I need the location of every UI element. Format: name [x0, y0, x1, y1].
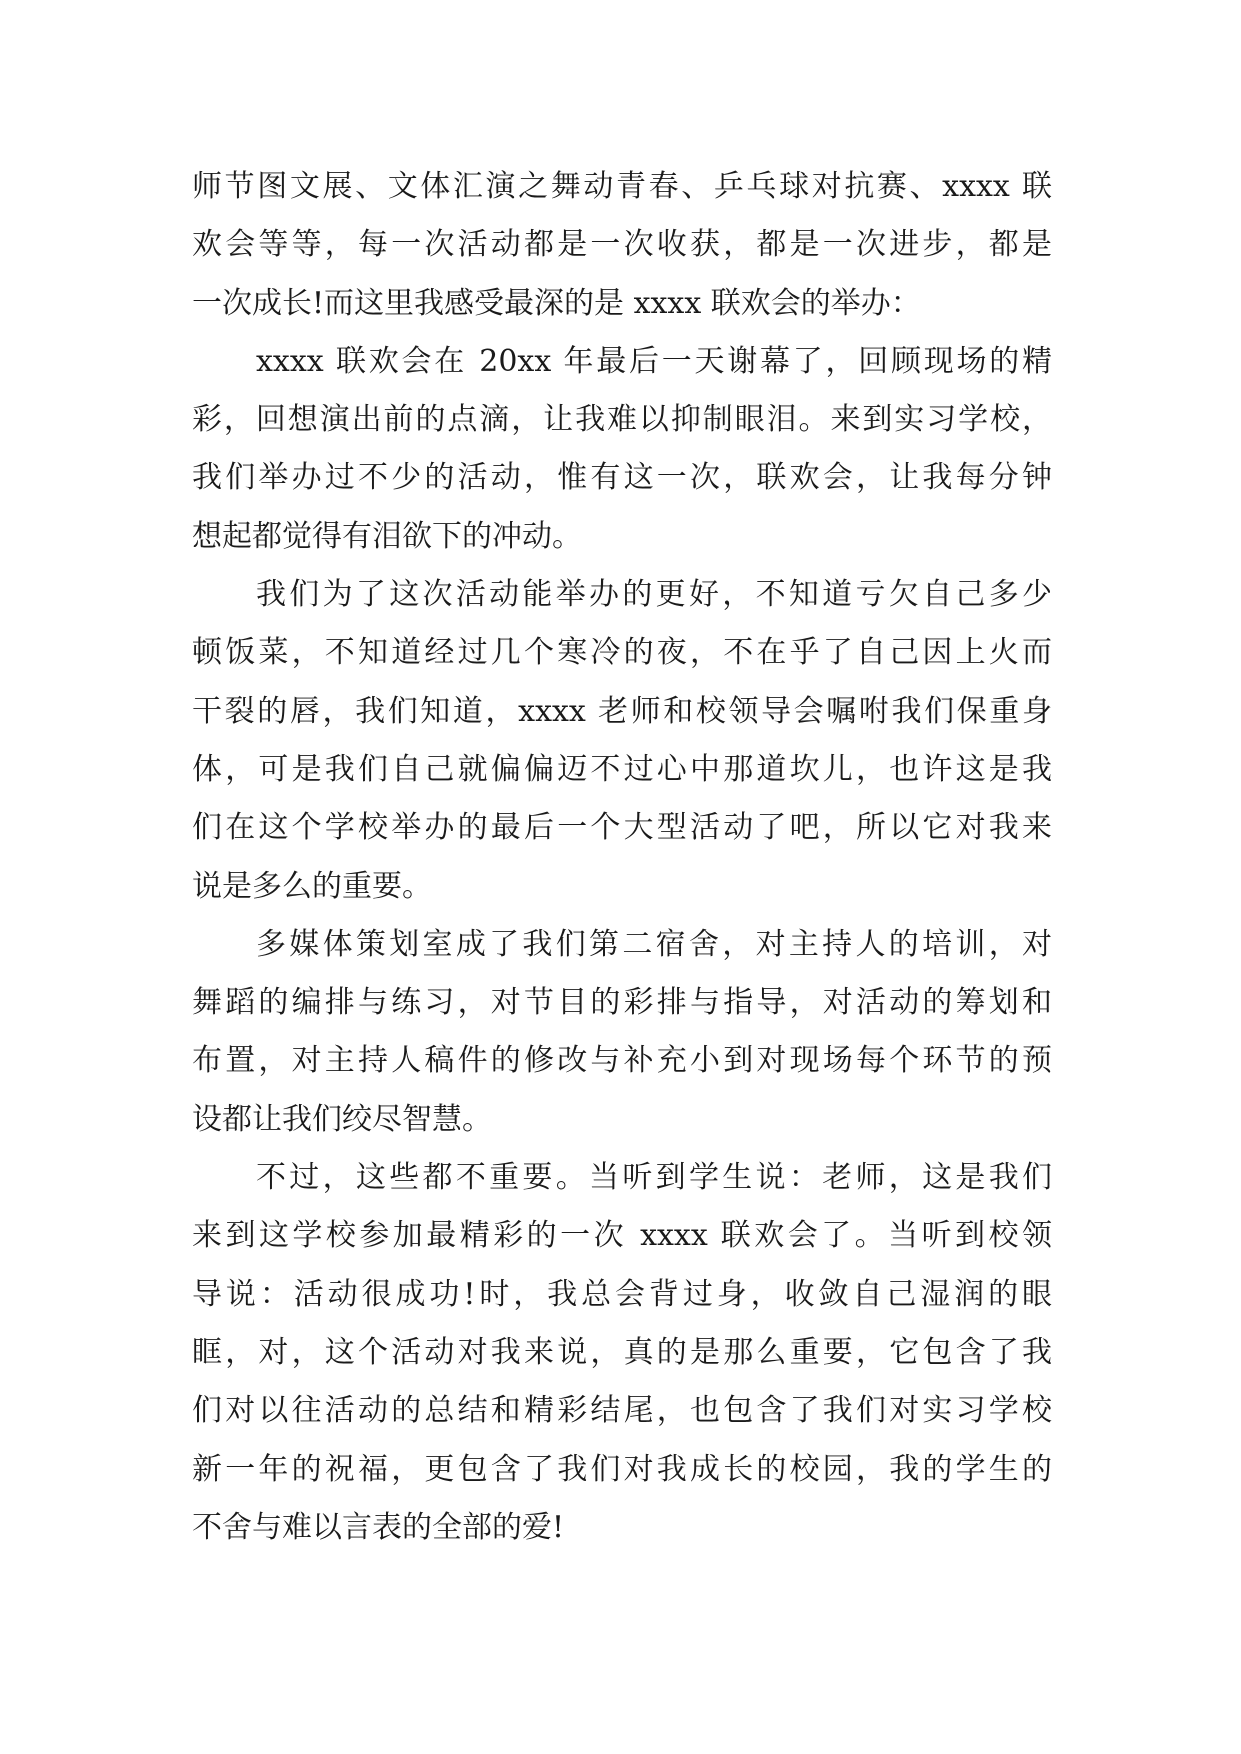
text-line: 导说：活动很成功!时，我总会背过身，收敛自己湿润的眼 — [192, 1276, 1052, 1312]
text-line: 干裂的唇，我们知道，xxxx 老师和校领导会嘱咐我们保重身 — [192, 693, 1052, 729]
text-line: 来到这学校参加最精彩的一次 xxxx 联欢会了。当听到校领 — [192, 1218, 1052, 1254]
text-line: 眶，对，这个活动对我来说，真的是那么重要，它包含了我 — [192, 1334, 1052, 1370]
document-body — [192, 158, 1052, 1557]
text-line: 新一年的祝福，更包含了我们对我成长的校园，我的学生的 — [192, 1451, 1052, 1487]
text-line: 们在这个学校举办的最后一个大型活动了吧，所以它对我来 — [192, 810, 1052, 846]
text-line: 们对以往活动的总结和精彩结尾，也包含了我们对实习学校 — [192, 1393, 1052, 1429]
text-line: 我们为了这次活动能举办的更好，不知道亏欠自己多少 — [256, 577, 1052, 613]
text-line: 布置，对主持人稿件的修改与补充小到对现场每个环节的预 — [192, 1043, 1052, 1079]
text-line: 彩，回想演出前的点滴，让我难以抑制眼泪。来到实习学校， — [192, 402, 1052, 438]
paragraph-3 — [192, 566, 1052, 916]
text-line: 师节图文展、文体汇演之舞动青春、乒乓球对抗赛、xxxx 联 — [192, 169, 1052, 204]
text-line: 不过，这些都不重要。当听到学生说：老师，这是我们 — [256, 1160, 1052, 1196]
text-line: 想起都觉得有泪欲下的冲动。 — [192, 518, 582, 554]
paragraph-5 — [192, 1149, 1052, 1557]
text-line: 一次成长!而这里我感受最深的是 xxxx 联欢会的举办： — [192, 285, 921, 321]
text-line: 不舍与难以言表的全部的爱! — [192, 1509, 565, 1545]
paragraph-4 — [192, 916, 1052, 1149]
paragraph-2 — [192, 333, 1052, 566]
text-line: 欢会等等，每一次活动都是一次收获，都是一次进步，都是 — [192, 227, 1052, 263]
text-line: 说是多么的重要。 — [192, 868, 432, 904]
text-line: 顿饭菜，不知道经过几个寒冷的夜，不在乎了自己因上火而 — [192, 635, 1052, 671]
text-line: 设都让我们绞尽智慧。 — [192, 1101, 492, 1137]
text-line: xxxx 联欢会在 20xx 年最后一天谢幕了，回顾现场的精 — [256, 343, 1052, 379]
text-line: 体，可是我们自己就偏偏迈不过心中那道坎儿，也许这是我 — [192, 751, 1052, 787]
text-line: 我们举办过不少的活动，惟有这一次，联欢会，让我每分钟 — [192, 460, 1052, 496]
paragraph-1 — [192, 158, 1052, 333]
text-line: 舞蹈的编排与练习，对节目的彩排与指导，对活动的筹划和 — [192, 985, 1052, 1021]
text-line: 多媒体策划室成了我们第二宿舍，对主持人的培训，对 — [256, 926, 1052, 962]
